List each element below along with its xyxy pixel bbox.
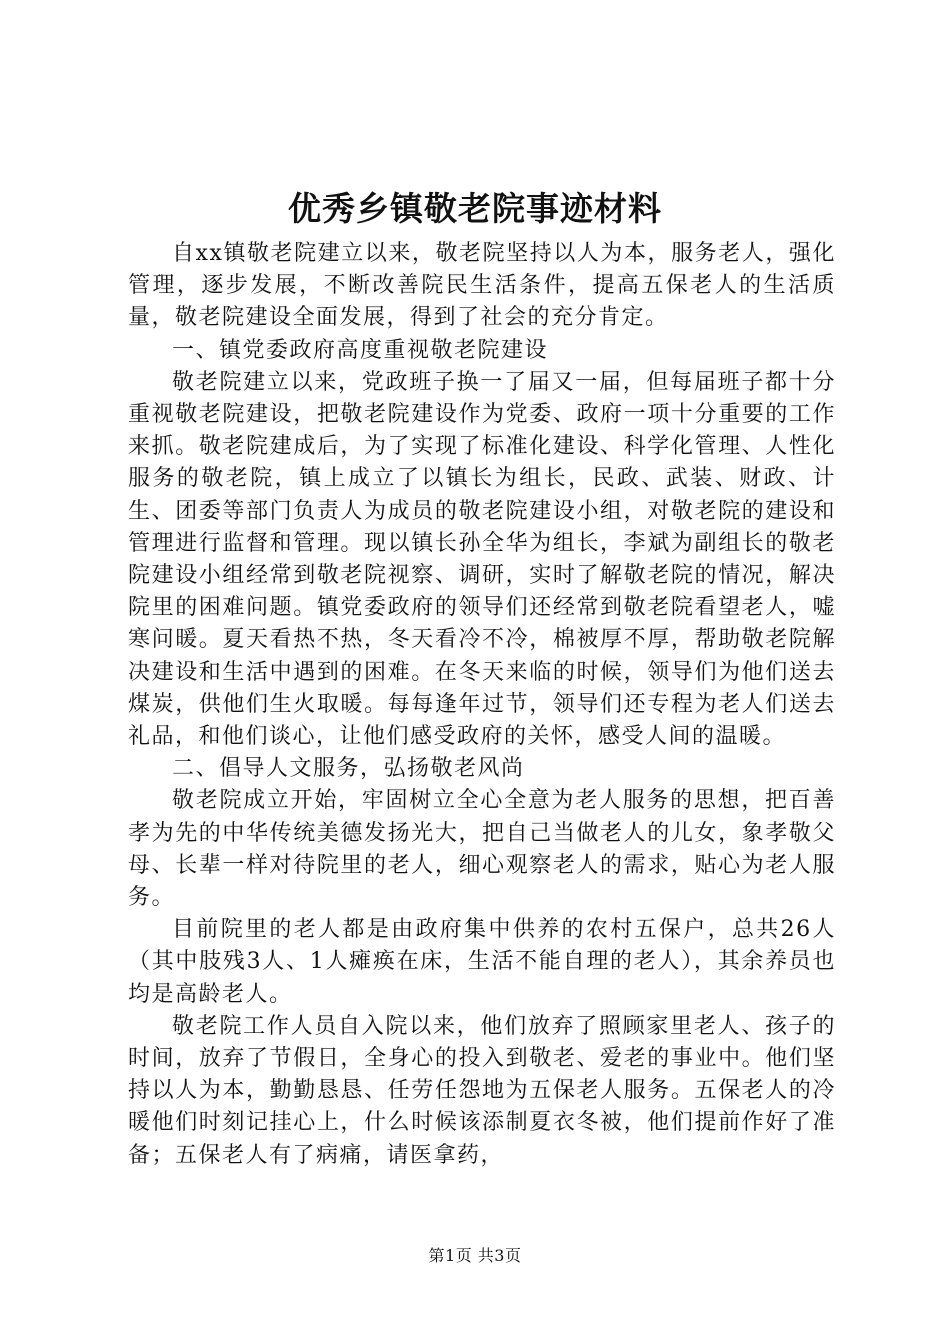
document-body [128,238,836,1172]
section-heading-2: 二、倡导人文服务，弘扬敬老风尚 [172,756,525,782]
section-heading-1: 一、镇党委政府高度重视敬老院建设 [172,337,549,363]
document-title: 优秀乡镇敬老院事迹材料 [288,189,662,228]
paragraph-section-2a: 敬老院成立开始，牢固树立全心全意为老人服务的思想，把百善孝为先的中华传统美德发扬光大，把自己当做老人的儿女，象孝敬父母、长辈一样对待院里的老人，细心观察老人的需求，贴心为老人服务。 [128,788,836,911]
paragraph-section-2c: 敬老院工作人员自入院以来，他们放弃了照顾家里老人、孩子的时间，放弃了节假日，全身心的投入到敬老、爱老的事业中。他们坚持以人为本，勤勤恳恳、任劳任怨地为五保老人服务。五保老人的冷暖他们时刻记挂心上，什么时候该添制夏衣冬被，他们提前作好了准备；五保老人有了病痛，请医拿药， [128,1013,836,1168]
paragraph-section-2b: 目前院里的老人都是由政府集中供养的农村五保户，总共26人（其中肢残3人、1人瘫痪在床，生活不能自理的老人），其余养员也均是高龄老人。 [128,917,836,1007]
page-number: 第1页 共3页 [428,1246,522,1265]
paragraph-intro: 自xx镇敬老院建立以来，敬老院坚持以人为本，服务老人，强化管理，逐步发展，不断改善院民生活条件，提高五保老人的生活质量，敬老院建设全面发展，得到了社会的充分肯定。 [128,241,836,331]
paragraph-section-1: 敬老院建立以来，党政班子换一了届又一届，但每届班子都十分重视敬老院建设，把敬老院建设作为党委、政府一项十分重要的工作来抓。敬老院建成后，为了实现了标准化建设、科学化管理、人性化服务的敬老院，镇上成立了以镇长为组长，民政、武装、财政、计生、团委等部门负责人为成员的敬老院建设小组，对敬老院的建设和管理进行监督和管理。现以镇长孙全华为组长，李斌为副组长的敬老院建设小组经常到敬老院视察、调研，实时了解敬老院的情况，解决院里的困难问题。镇党委政府的领导们还经常到敬老院看望老人，嘘寒问暖。夏天看热不热，冬天看冷不冷，棉被厚不厚，帮助敬老院解决建设和生活中遇到的困难。在冬天来临的时候，领导们为他们送去煤炭，供他们生火取暖。每每逢年过节，领导们还专程为老人们送去礼品，和他们谈心，让他们感受政府的关怀，感受人间的温暖。 [128,369,836,750]
